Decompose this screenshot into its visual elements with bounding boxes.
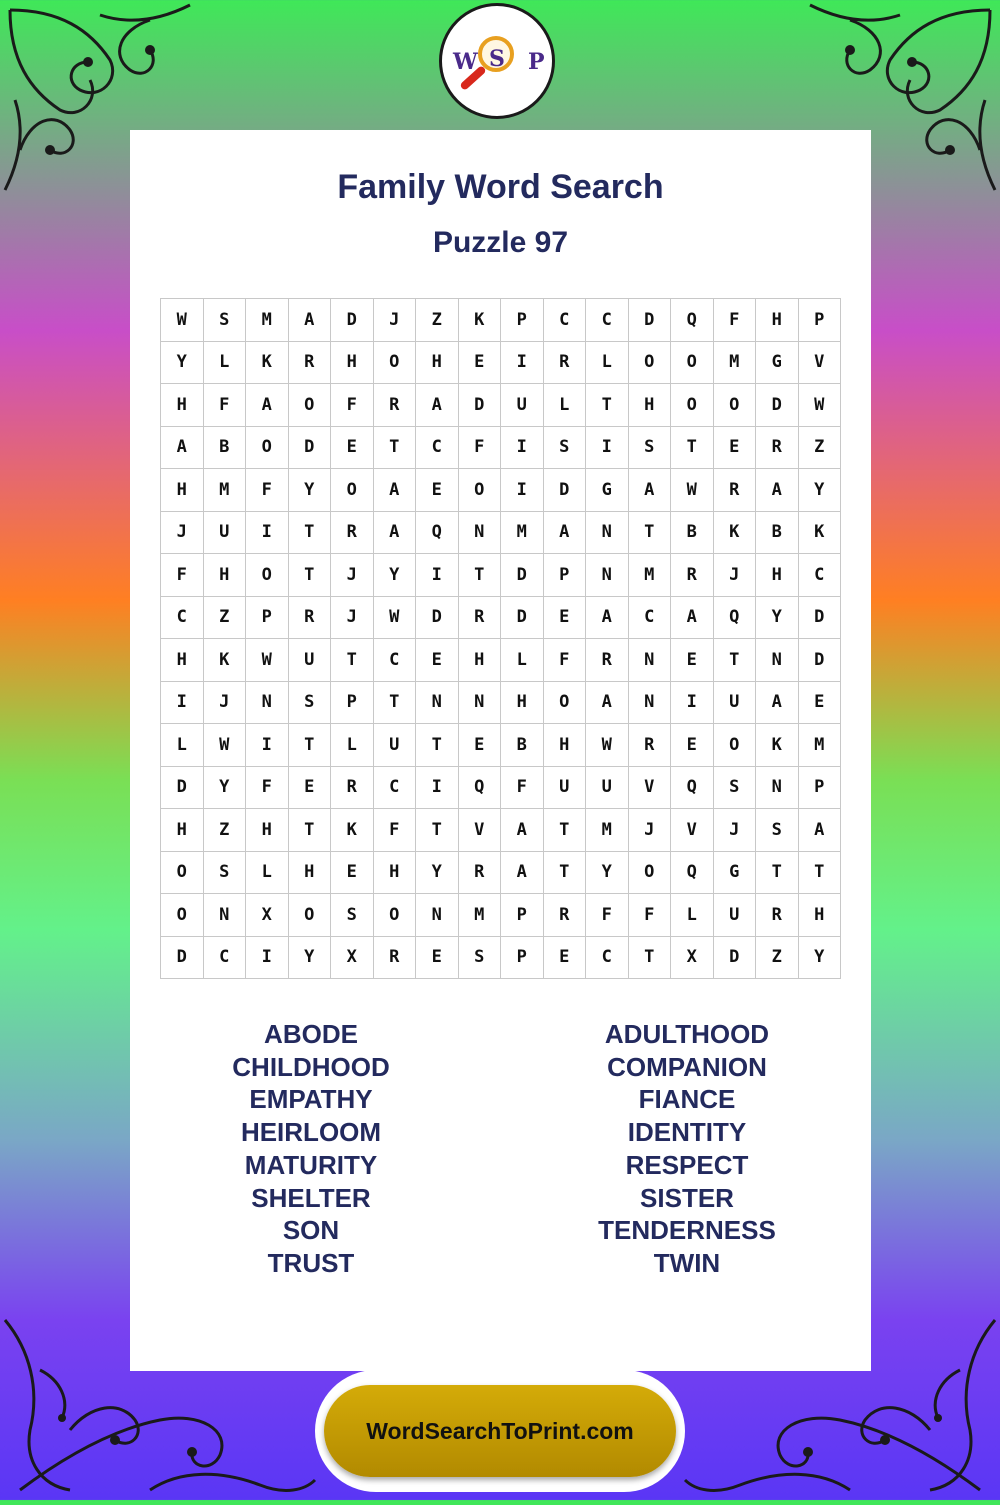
grid-cell[interactable]: N xyxy=(756,766,799,809)
grid-cell[interactable]: Y xyxy=(161,341,204,384)
grid-cell[interactable]: D xyxy=(501,554,544,597)
word-item: HEIRLOOM xyxy=(240,1117,382,1148)
word-item: CHILDHOOD xyxy=(232,1051,390,1082)
grid-cell[interactable]: H xyxy=(501,681,544,724)
grid-cell[interactable]: R xyxy=(628,724,671,767)
grid-cell[interactable]: T xyxy=(331,639,374,682)
grid-cell[interactable]: R xyxy=(288,596,331,639)
grid-cell[interactable]: H xyxy=(161,469,204,512)
grid-cell[interactable]: U xyxy=(543,766,586,809)
grid-cell[interactable]: Z xyxy=(203,809,246,852)
grid-cell[interactable]: T xyxy=(288,511,331,554)
grid-cell[interactable]: R xyxy=(331,511,374,554)
grid-row xyxy=(161,426,841,469)
grid-cell[interactable]: C xyxy=(586,299,629,342)
grid-cell[interactable]: P xyxy=(501,894,544,937)
word-item: EMPATHY xyxy=(249,1084,373,1115)
grid-cell[interactable]: Q xyxy=(713,596,756,639)
grid-cell[interactable]: O xyxy=(373,341,416,384)
grid-cell[interactable]: T xyxy=(288,809,331,852)
grid-cell[interactable]: R xyxy=(756,426,799,469)
grid-cell[interactable]: T xyxy=(756,851,799,894)
grid-cell[interactable]: Y xyxy=(756,596,799,639)
logo-letter: S xyxy=(489,46,505,72)
word-item: ABODE xyxy=(264,1019,358,1049)
grid-cell[interactable]: O xyxy=(543,681,586,724)
grid-cell[interactable]: Y xyxy=(798,936,841,979)
grid-cell[interactable]: U xyxy=(288,639,331,682)
wsp-logo xyxy=(439,3,555,119)
grid-cell[interactable]: T xyxy=(373,681,416,724)
grid-cell[interactable]: L xyxy=(203,341,246,384)
grid-cell[interactable]: C xyxy=(416,426,459,469)
grid-cell[interactable]: H xyxy=(543,724,586,767)
grid-cell[interactable]: M xyxy=(246,299,289,342)
grid-row xyxy=(161,299,841,342)
grid-cell[interactable]: K xyxy=(798,511,841,554)
grid-cell[interactable]: T xyxy=(416,809,459,852)
grid-cell[interactable]: T xyxy=(628,936,671,979)
grid-cell[interactable]: L xyxy=(586,341,629,384)
grid-cell[interactable]: J xyxy=(331,554,374,597)
grid-cell[interactable]: U xyxy=(203,511,246,554)
grid-cell[interactable]: C xyxy=(543,299,586,342)
grid-cell[interactable]: K xyxy=(246,341,289,384)
puzzle-number: Puzzle 97 xyxy=(432,226,569,259)
grid-cell[interactable]: A xyxy=(501,809,544,852)
grid-cell[interactable]: R xyxy=(713,469,756,512)
grid-cell[interactable]: W xyxy=(671,469,714,512)
grid-cell[interactable]: N xyxy=(416,894,459,937)
grid-cell[interactable]: B xyxy=(671,511,714,554)
grid-cell[interactable]: W xyxy=(203,724,246,767)
word-item: SHELTER xyxy=(251,1182,371,1213)
grid-cell[interactable]: Q xyxy=(671,766,714,809)
grid-cell[interactable]: A xyxy=(416,384,459,427)
grid-cell[interactable]: D xyxy=(756,384,799,427)
grid-cell[interactable]: A xyxy=(543,511,586,554)
grid-cell[interactable]: J xyxy=(373,299,416,342)
word-item: SISTER xyxy=(640,1182,734,1213)
grid-cell[interactable]: A xyxy=(501,851,544,894)
grid-cell[interactable]: I xyxy=(501,341,544,384)
grid-row xyxy=(161,554,841,597)
grid-cell[interactable]: N xyxy=(246,681,289,724)
grid-cell[interactable]: Q xyxy=(671,299,714,342)
grid-cell[interactable]: H xyxy=(161,384,204,427)
grid-cell[interactable]: I xyxy=(501,426,544,469)
grid-cell[interactable]: F xyxy=(203,384,246,427)
grid-cell[interactable]: D xyxy=(501,596,544,639)
grid-cell[interactable]: C xyxy=(373,639,416,682)
grid-cell[interactable]: K xyxy=(331,809,374,852)
grid-cell[interactable]: D xyxy=(331,299,374,342)
grid-cell[interactable]: S xyxy=(756,809,799,852)
grid-cell[interactable]: N xyxy=(628,681,671,724)
grid-cell[interactable]: I xyxy=(161,681,204,724)
grid-cell[interactable]: N xyxy=(628,639,671,682)
grid-cell[interactable]: A xyxy=(756,469,799,512)
grid-cell[interactable]: R xyxy=(288,341,331,384)
grid-cell[interactable]: H xyxy=(246,809,289,852)
grid-cell[interactable]: H xyxy=(628,384,671,427)
grid-cell[interactable]: A xyxy=(628,469,671,512)
grid-cell[interactable]: Z xyxy=(203,596,246,639)
grid-cell[interactable]: V xyxy=(628,766,671,809)
grid-cell[interactable]: J xyxy=(203,681,246,724)
grid-cell[interactable]: A xyxy=(373,469,416,512)
grid-cell[interactable]: B xyxy=(501,724,544,767)
grid-cell[interactable]: F xyxy=(543,639,586,682)
grid-row xyxy=(161,936,841,979)
grid-cell[interactable]: C xyxy=(203,936,246,979)
site-link-button[interactable]: WordSearchToPrint.com xyxy=(324,1385,676,1477)
grid-cell[interactable]: F xyxy=(331,384,374,427)
grid-cell[interactable]: P xyxy=(501,299,544,342)
grid-row xyxy=(161,469,841,512)
grid-cell[interactable]: L xyxy=(161,724,204,767)
grid-cell[interactable]: G xyxy=(713,851,756,894)
word-item: RESPECT xyxy=(625,1149,749,1180)
grid-cell[interactable]: W xyxy=(373,596,416,639)
grid-cell[interactable]: S xyxy=(331,894,374,937)
grid-cell[interactable]: P xyxy=(543,554,586,597)
grid-row xyxy=(161,596,841,639)
grid-cell[interactable]: Q xyxy=(416,511,459,554)
grid-cell[interactable]: V xyxy=(671,809,714,852)
grid-cell[interactable]: T xyxy=(543,809,586,852)
grid-cell[interactable]: T xyxy=(713,639,756,682)
grid-cell[interactable]: P xyxy=(798,299,841,342)
grid-cell[interactable]: E xyxy=(671,639,714,682)
grid-cell[interactable]: E xyxy=(798,681,841,724)
grid-cell[interactable]: E xyxy=(458,341,501,384)
grid-cell[interactable]: P xyxy=(798,766,841,809)
grid-cell[interactable]: A xyxy=(586,596,629,639)
grid-cell[interactable]: R xyxy=(586,639,629,682)
grid-cell[interactable]: N xyxy=(458,511,501,554)
grid-cell[interactable]: O xyxy=(288,384,331,427)
grid-cell[interactable]: I xyxy=(246,511,289,554)
grid-cell[interactable]: I xyxy=(671,681,714,724)
grid-cell[interactable]: K xyxy=(713,511,756,554)
grid-row xyxy=(161,384,841,427)
grid-cell[interactable]: W xyxy=(798,384,841,427)
grid-cell[interactable]: M xyxy=(586,809,629,852)
grid-cell[interactable]: E xyxy=(331,426,374,469)
grid-cell[interactable]: I xyxy=(246,936,289,979)
grid-cell[interactable]: I xyxy=(501,469,544,512)
grid-cell[interactable]: U xyxy=(501,384,544,427)
grid-cell[interactable]: G xyxy=(586,469,629,512)
grid-row xyxy=(161,341,841,384)
grid-cell[interactable]: K xyxy=(458,299,501,342)
grid-cell[interactable]: G xyxy=(756,341,799,384)
grid-cell[interactable]: E xyxy=(416,469,459,512)
grid-cell[interactable]: O xyxy=(713,724,756,767)
grid-cell[interactable]: A xyxy=(373,511,416,554)
grid-cell[interactable]: T xyxy=(543,851,586,894)
grid-cell[interactable]: O xyxy=(246,554,289,597)
grid-cell[interactable]: C xyxy=(798,554,841,597)
grid-cell[interactable]: X xyxy=(671,936,714,979)
grid-cell[interactable]: C xyxy=(373,766,416,809)
grid-cell[interactable]: M xyxy=(798,724,841,767)
grid-row xyxy=(161,724,841,767)
grid-cell[interactable]: I xyxy=(246,724,289,767)
grid-cell[interactable]: U xyxy=(373,724,416,767)
grid-cell[interactable]: R xyxy=(331,766,374,809)
grid-cell[interactable]: M xyxy=(501,511,544,554)
grid-cell[interactable]: O xyxy=(628,851,671,894)
word-item: ADULTHOOD xyxy=(604,1019,770,1049)
grid-cell[interactable]: Y xyxy=(798,469,841,512)
grid-cell[interactable]: N xyxy=(756,639,799,682)
grid-cell[interactable]: T xyxy=(288,554,331,597)
grid-row xyxy=(161,851,841,894)
grid-cell[interactable]: D xyxy=(416,596,459,639)
grid-cell[interactable]: O xyxy=(288,894,331,937)
grid-cell[interactable]: D xyxy=(161,766,204,809)
grid-cell[interactable]: Y xyxy=(288,936,331,979)
grid-cell[interactable]: S xyxy=(628,426,671,469)
grid-cell[interactable]: T xyxy=(798,851,841,894)
grid-cell[interactable]: D xyxy=(798,639,841,682)
grid-cell[interactable]: D xyxy=(713,936,756,979)
grid-cell[interactable]: W xyxy=(246,639,289,682)
grid-cell[interactable]: F xyxy=(246,469,289,512)
logo-letter: P xyxy=(528,49,545,75)
grid-cell[interactable]: Y xyxy=(203,766,246,809)
grid-cell[interactable]: P xyxy=(501,936,544,979)
grid-cell[interactable]: R xyxy=(671,554,714,597)
grid-cell[interactable]: S xyxy=(458,936,501,979)
grid-cell[interactable]: Y xyxy=(288,469,331,512)
grid-cell[interactable]: T xyxy=(628,511,671,554)
grid-row xyxy=(161,681,841,724)
grid-cell[interactable]: F xyxy=(373,809,416,852)
word-item: IDENTITY xyxy=(627,1117,747,1148)
grid-cell[interactable]: H xyxy=(458,639,501,682)
grid-cell[interactable]: J xyxy=(628,809,671,852)
grid-cell[interactable]: T xyxy=(373,426,416,469)
grid-cell[interactable]: V xyxy=(798,341,841,384)
grid-cell[interactable]: I xyxy=(416,554,459,597)
grid-cell[interactable]: D xyxy=(288,426,331,469)
grid-cell[interactable]: R xyxy=(543,894,586,937)
grid-cell[interactable]: H xyxy=(331,341,374,384)
grid-cell[interactable]: S xyxy=(288,681,331,724)
logo-letter: W xyxy=(453,49,478,75)
grid-cell[interactable]: O xyxy=(373,894,416,937)
grid-cell[interactable]: F xyxy=(458,426,501,469)
grid-cell[interactable]: Z xyxy=(416,299,459,342)
grid-row xyxy=(161,894,841,937)
grid-cell[interactable]: O xyxy=(671,341,714,384)
grid-cell[interactable]: O xyxy=(671,384,714,427)
grid-row xyxy=(161,511,841,554)
grid-cell[interactable]: D xyxy=(543,469,586,512)
grid-cell[interactable]: S xyxy=(203,299,246,342)
grid-cell[interactable]: U xyxy=(713,894,756,937)
grid-cell[interactable]: O xyxy=(713,384,756,427)
grid-cell[interactable]: O xyxy=(628,341,671,384)
grid-cell[interactable]: E xyxy=(416,936,459,979)
grid-cell[interactable]: X xyxy=(246,894,289,937)
grid-cell[interactable]: L xyxy=(543,384,586,427)
grid-cell[interactable]: M xyxy=(203,469,246,512)
grid-cell[interactable]: H xyxy=(161,809,204,852)
grid-cell[interactable]: U xyxy=(586,766,629,809)
grid-cell[interactable]: E xyxy=(671,724,714,767)
grid-cell[interactable]: N xyxy=(458,681,501,724)
grid-cell[interactable]: F xyxy=(161,554,204,597)
grid-cell[interactable]: F xyxy=(586,894,629,937)
grid-cell[interactable]: S xyxy=(543,426,586,469)
grid-cell[interactable]: D xyxy=(628,299,671,342)
grid-cell[interactable]: H xyxy=(373,851,416,894)
grid-cell[interactable]: J xyxy=(713,809,756,852)
grid-cell[interactable]: J xyxy=(331,596,374,639)
grid-cell[interactable]: Z xyxy=(756,936,799,979)
grid-cell[interactable]: K xyxy=(756,724,799,767)
grid-cell[interactable]: H xyxy=(798,894,841,937)
grid-cell[interactable]: E xyxy=(713,426,756,469)
grid-cell[interactable]: W xyxy=(161,299,204,342)
grid-cell[interactable]: H xyxy=(756,299,799,342)
grid-cell[interactable]: B xyxy=(203,426,246,469)
grid-cell[interactable]: W xyxy=(586,724,629,767)
grid-cell[interactable]: R xyxy=(756,894,799,937)
grid-cell[interactable]: A xyxy=(586,681,629,724)
grid-cell[interactable]: E xyxy=(543,596,586,639)
grid-cell[interactable]: R xyxy=(373,384,416,427)
grid-cell[interactable]: D xyxy=(458,384,501,427)
grid-cell[interactable]: A xyxy=(756,681,799,724)
word-list-right xyxy=(502,1018,872,1280)
grid-cell[interactable]: F xyxy=(246,766,289,809)
grid-cell[interactable]: A xyxy=(246,384,289,427)
grid-row xyxy=(161,766,841,809)
grid-cell[interactable]: F xyxy=(501,766,544,809)
grid-cell[interactable]: O xyxy=(458,469,501,512)
grid-cell[interactable]: A xyxy=(671,596,714,639)
word-list-left xyxy=(126,1018,496,1280)
letter-grid xyxy=(160,298,841,979)
grid-cell[interactable]: O xyxy=(331,469,374,512)
grid-cell[interactable]: H xyxy=(416,341,459,384)
grid-cell[interactable]: N xyxy=(203,894,246,937)
grid-cell[interactable]: Y xyxy=(416,851,459,894)
grid-cell[interactable]: M xyxy=(458,894,501,937)
grid-cell[interactable]: C xyxy=(161,596,204,639)
page-title: Family Word Search xyxy=(337,168,664,206)
grid-cell[interactable]: H xyxy=(161,639,204,682)
grid-cell[interactable]: T xyxy=(671,426,714,469)
grid-cell[interactable]: J xyxy=(161,511,204,554)
grid-cell[interactable]: E xyxy=(288,766,331,809)
grid-cell[interactable]: R xyxy=(373,936,416,979)
grid-cell[interactable]: M xyxy=(713,341,756,384)
grid-cell[interactable]: U xyxy=(713,681,756,724)
grid-cell[interactable]: T xyxy=(586,384,629,427)
word-item: MATURITY xyxy=(244,1149,378,1180)
grid-cell[interactable]: C xyxy=(628,596,671,639)
grid-cell[interactable]: O xyxy=(246,426,289,469)
grid-cell[interactable]: V xyxy=(458,809,501,852)
grid-cell[interactable]: H xyxy=(288,851,331,894)
grid-cell[interactable]: S xyxy=(203,851,246,894)
grid-cell[interactable]: N xyxy=(586,554,629,597)
grid-cell[interactable]: E xyxy=(458,724,501,767)
grid-cell[interactable]: Q xyxy=(458,766,501,809)
grid-cell[interactable]: N xyxy=(416,681,459,724)
word-item: TRUST xyxy=(267,1247,355,1278)
grid-cell[interactable]: Y xyxy=(586,851,629,894)
grid-cell[interactable]: R xyxy=(458,596,501,639)
puzzle-card xyxy=(130,130,871,1371)
grid-cell[interactable]: M xyxy=(628,554,671,597)
grid-cell[interactable]: Z xyxy=(798,426,841,469)
grid-cell[interactable]: A xyxy=(798,809,841,852)
grid-cell[interactable]: I xyxy=(586,426,629,469)
grid-cell[interactable]: E xyxy=(416,639,459,682)
grid-cell[interactable]: B xyxy=(756,511,799,554)
grid-cell[interactable]: X xyxy=(331,936,374,979)
word-item: TENDERNESS xyxy=(598,1215,776,1246)
grid-cell[interactable]: R xyxy=(543,341,586,384)
grid-cell[interactable]: Q xyxy=(671,851,714,894)
grid-cell[interactable]: H xyxy=(756,554,799,597)
grid-cell[interactable]: N xyxy=(586,511,629,554)
grid-cell[interactable]: S xyxy=(713,766,756,809)
grid-cell[interactable]: A xyxy=(288,299,331,342)
grid-cell[interactable]: O xyxy=(161,851,204,894)
grid-cell[interactable]: E xyxy=(543,936,586,979)
word-item: SON xyxy=(282,1215,340,1246)
word-item: FIANCE xyxy=(638,1084,736,1115)
grid-cell[interactable]: F xyxy=(713,299,756,342)
grid-cell[interactable]: H xyxy=(203,554,246,597)
grid-cell[interactable]: T xyxy=(416,724,459,767)
grid-cell[interactable]: K xyxy=(203,639,246,682)
grid-cell[interactable]: P xyxy=(246,596,289,639)
word-item: TWIN xyxy=(653,1247,721,1278)
grid-cell[interactable]: Y xyxy=(373,554,416,597)
grid-cell[interactable]: L xyxy=(671,894,714,937)
grid-cell[interactable]: T xyxy=(458,554,501,597)
grid-cell[interactable]: L xyxy=(246,851,289,894)
grid-cell[interactable]: F xyxy=(628,894,671,937)
grid-row xyxy=(161,809,841,852)
grid-cell[interactable]: J xyxy=(713,554,756,597)
grid-cell[interactable]: L xyxy=(331,724,374,767)
grid-cell[interactable]: D xyxy=(161,936,204,979)
grid-row xyxy=(161,639,841,682)
grid-cell[interactable]: P xyxy=(331,681,374,724)
word-item: COMPANION xyxy=(607,1051,767,1082)
grid-cell[interactable]: I xyxy=(416,766,459,809)
grid-cell[interactable]: R xyxy=(458,851,501,894)
grid-cell[interactable]: E xyxy=(331,851,374,894)
grid-cell[interactable]: C xyxy=(586,936,629,979)
grid-cell[interactable]: D xyxy=(798,596,841,639)
grid-cell[interactable]: A xyxy=(161,426,204,469)
grid-cell[interactable]: L xyxy=(501,639,544,682)
grid-cell[interactable]: O xyxy=(161,894,204,937)
grid-cell[interactable]: T xyxy=(288,724,331,767)
